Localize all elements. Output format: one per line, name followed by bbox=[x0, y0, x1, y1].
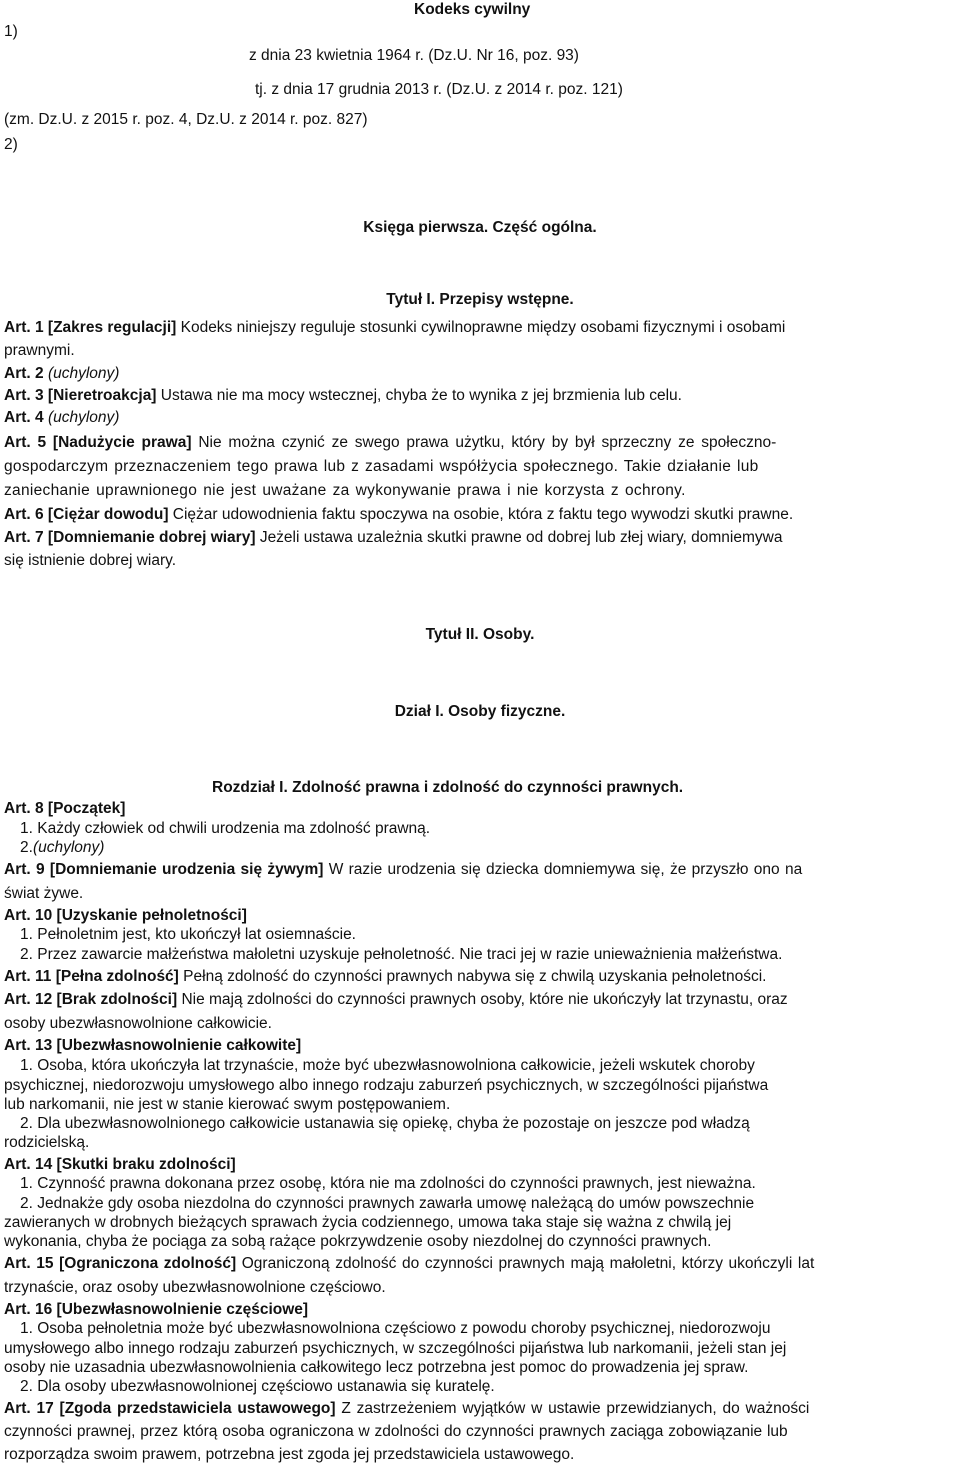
art-16-para-1-cont-1: umysłowego albo innego rodzaju zaburzeń psychicznych, w szczególności pijaństwa lub narkomanii, jeżeli stan jej bbox=[4, 1340, 787, 1357]
art-13-para-1: 1. Osoba, która ukończyła lat trzynaście, może być ubezwłasnowolniona całkowicie, jeżeli wskutek choroby bbox=[20, 1057, 755, 1074]
art-8-heading: Art. 8 [Początek] bbox=[4, 800, 126, 817]
art-11: Art. 11 [Pełna zdolność] Pełną zdolność do czynności prawnych nabywa się z chwilą uzyskania pełnoletności. bbox=[4, 968, 767, 985]
art-5-cont-2: zaniechanie uprawnionego nie jest uważane za wykonywanie prawa i nie korzysta z ochrony. bbox=[4, 482, 686, 499]
art-12-cont: osoby ubezwłasnowolnione całkowicie. bbox=[4, 1015, 272, 1032]
art-5-cont-1: gospodarczym przeznaczeniem tego prawa lub z zasadami współżycia społecznego. Takie działanie lub bbox=[4, 458, 759, 475]
art-1: Art. 1 [Zakres regulacji] Kodeks niniejszy reguluje stosunki cywilnoprawne między osobami fizycznymi i osobami bbox=[4, 319, 786, 336]
art-16-para-1: 1. Osoba pełnoletnia może być ubezwłasnowolniona częściowo z powodu choroby psychicznej, niedorozwoju bbox=[20, 1320, 771, 1337]
chapter-1-heading: Rozdział I. Zdolność prawna i zdolność do czynności prawnych. bbox=[212, 779, 684, 796]
art-8-para-2: 2.(uchylony) bbox=[20, 839, 105, 856]
art-2: Art. 2 (uchylony) bbox=[4, 365, 120, 382]
art-9: Art. 9 [Domniemanie urodzenia się żywym] W razie urodzenia się dziecka domniemywa się, że przyszło ono na bbox=[4, 861, 803, 878]
art-17-cont-2: rozporządza swoim prawem, potrzebna jest zgoda jej przedstawiciela ustawowego. bbox=[4, 1446, 575, 1463]
art-13-para-1-cont-2: lub narkomanii, nie jest w stanie kierować swym postępowaniem. bbox=[4, 1096, 451, 1113]
art-7: Art. 7 [Domniemanie dobrej wiary] Jeżeli ustawa uzależnia skutki prawne od dobrej lub złej wiary, domniemywa bbox=[4, 529, 783, 546]
title-2-heading: Tytuł II. Osoby. bbox=[425, 626, 535, 643]
art-5: Art. 5 [Nadużycie prawa] Nie można czynić ze swego prawa użytku, który by był sprzeczny ze społeczno- bbox=[4, 434, 777, 451]
art-17: Art. 17 [Zgoda przedstawiciela ustawowego] Z zastrzeżeniem wyjątków w ustawie przewidzianych, do ważności bbox=[4, 1400, 810, 1417]
enactment-date: z dnia 23 kwietnia 1964 r. (Dz.U. Nr 16, poz. 93) bbox=[249, 47, 579, 64]
art-13-para-2-cont: rodzicielską. bbox=[4, 1134, 90, 1151]
art-16-heading: Art. 16 [Ubezwłasnowolnienie częściowe] bbox=[4, 1301, 309, 1318]
art-15: Art. 15 [Ograniczona zdolność] Ograniczoną zdolność do czynności prawnych mają małoletni, którzy ukończyli lat bbox=[4, 1255, 815, 1272]
footnote-2: 2) bbox=[4, 136, 18, 153]
consolidated-text: tj. z dnia 17 grudnia 2013 r. (Dz.U. z 2014 r. poz. 121) bbox=[255, 81, 623, 98]
amendments: (zm. Dz.U. z 2015 r. poz. 4, Dz.U. z 2014 r. poz. 827) bbox=[4, 111, 368, 128]
art-14-para-2-cont-1: zawieranych w drobnych bieżących sprawach życia codziennego, umowa taka staje się ważna z chwilą jej bbox=[4, 1214, 732, 1231]
art-16-para-2: 2. Dla osoby ubezwłasnowolnionej częściowo ustanawia się kuratelę. bbox=[20, 1378, 495, 1395]
art-13-heading: Art. 13 [Ubezwłasnowolnienie całkowite] bbox=[4, 1037, 302, 1054]
art-14-para-2: 2. Jednakże gdy osoba niezdolna do czynności prawnych zawarła umowę należącą do umów powszechnie bbox=[20, 1195, 755, 1212]
art-17-cont-1: czynności prawnej, przez którą osoba ograniczona w zdolności do czynności prawnych zaciąga zobowiązanie lub bbox=[4, 1423, 788, 1440]
art-14-para-1: 1. Czynność prawna dokonana przez osobę, która nie ma zdolności do czynności prawnych, jest nieważna. bbox=[20, 1175, 756, 1192]
art-10-heading: Art. 10 [Uzyskanie pełnoletności] bbox=[4, 907, 247, 924]
art-6: Art. 6 [Ciężar dowodu] Ciężar udowodnienia faktu spoczywa na osobie, która z faktu tego wywodzi skutki prawne. bbox=[4, 506, 794, 523]
art-9-cont: świat żywe. bbox=[4, 885, 84, 902]
art-14-para-2-cont-2: wykonania, chyba że pociąga za sobą rażące pokrzywdzenie osoby niezdolnej do czynności prawnych. bbox=[4, 1233, 712, 1250]
art-14-heading: Art. 14 [Skutki braku zdolności] bbox=[4, 1156, 236, 1173]
book-heading: Księga pierwsza. Część ogólna. bbox=[363, 219, 597, 236]
art-8-para-1: 1. Każdy człowiek od chwili urodzenia ma zdolność prawną. bbox=[20, 820, 431, 837]
art-15-cont: trzynaście, oraz osoby ubezwłasnowolnione częściowo. bbox=[4, 1279, 386, 1296]
division-1-heading: Dział I. Osoby fizyczne. bbox=[394, 703, 566, 720]
art-4: Art. 4 (uchylony) bbox=[4, 409, 120, 426]
title-1-heading: Tytuł I. Przepisy wstępne. bbox=[386, 291, 574, 308]
art-3: Art. 3 [Nieretroakcja] Ustawa nie ma mocy wstecznej, chyba że to wynika z jej brzmienia lub celu. bbox=[4, 387, 682, 404]
footnote-1: 1) bbox=[4, 23, 18, 40]
art-12: Art. 12 [Brak zdolności] Nie mają zdolności do czynności prawnych osoby, które nie ukończyły lat trzynastu, oraz bbox=[4, 991, 788, 1008]
art-13-para-1-cont-1: psychicznej, niedorozwoju umysłowego albo innego rodzaju zaburzeń psychicznych, w szczególności pijaństwa bbox=[4, 1077, 769, 1094]
art-10-para-2: 2. Przez zawarcie małżeństwa małoletni uzyskuje pełnoletność. Nie traci jej w razie unieważnienia małżeństwa. bbox=[20, 946, 783, 963]
art-13-para-2: 2. Dla ubezwłasnowolnionego całkowicie ustanawia się opiekę, chyba że pozostaje on jeszcze pod władzą bbox=[20, 1115, 750, 1132]
document-title: Kodeks cywilny bbox=[414, 1, 531, 18]
art-16-para-1-cont-2: osoby nie uzasadnia ubezwłasnowolnienia całkowitego lecz potrzebna jest pomoc do prowadzenia jej spraw. bbox=[4, 1359, 749, 1376]
art-10-para-1: 1. Pełnoletnim jest, kto ukończył lat osiemnaście. bbox=[20, 926, 356, 943]
art-1-cont: prawnymi. bbox=[4, 342, 75, 359]
art-7-cont: się istnienie dobrej wiary. bbox=[4, 552, 177, 569]
